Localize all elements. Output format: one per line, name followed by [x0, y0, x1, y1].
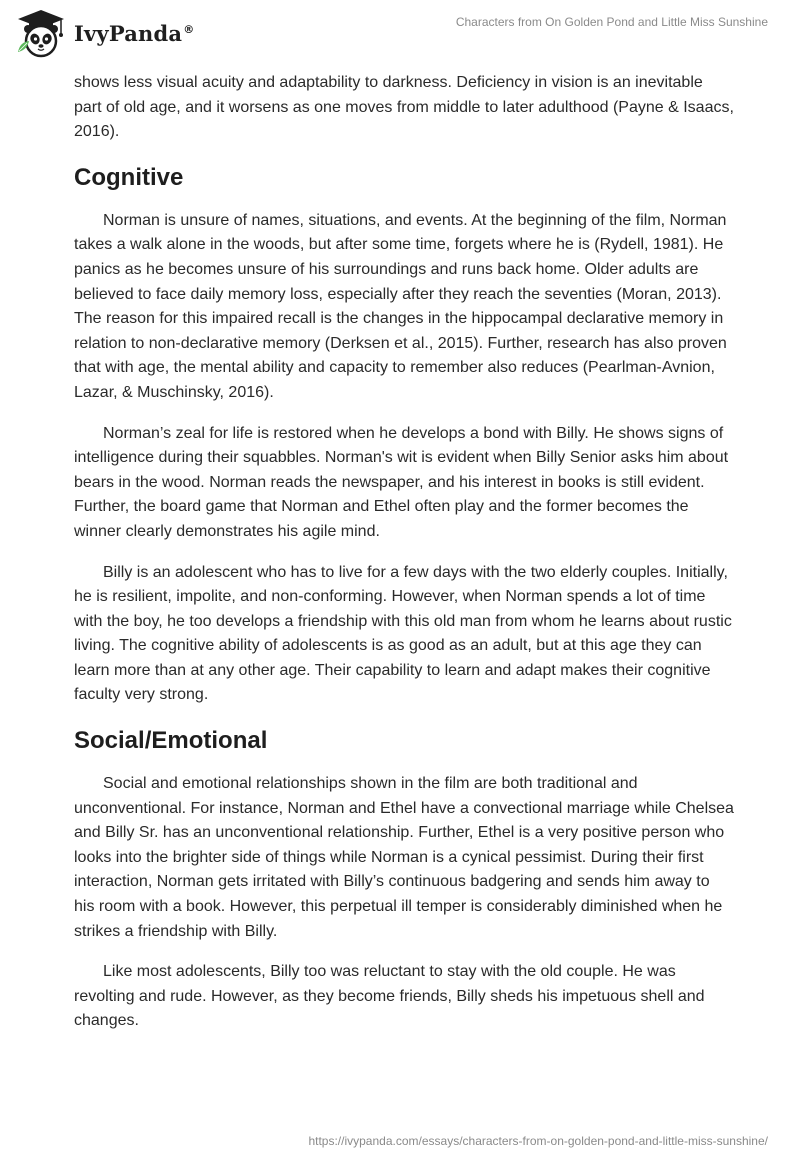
cognitive-paragraph-1: Norman is unsure of names, situations, and events. At the beginning of the film, Norman takes a walk alone in the woods, but after some time, forgets where he is (Rydell, 1981). He panics as he becomes unsure of his surroundings and runs back home. Older adults are believed to face daily memory loss, especially after they reach the seventies (Moran, 2013). The reason for this impaired recall is the changes in the hippocampal declarative memory in relation to non-declarative memory (Derksen et al., 2015). Further, research has also proven that with age, the mental ability and capacity to remember also reduces (Pearlman-Avnion, Lazar, & Muschinsky, 2016).: [74, 211, 727, 401]
source-url[interactable]: https://ivypanda.com/essays/characters-from-on-golden-pond-and-little-miss-sunshine/: [308, 1134, 768, 1148]
panda-graduate-icon: [14, 8, 68, 58]
essay-body: [74, 71, 734, 1034]
brand-name: IvyPanda®: [74, 20, 195, 46]
social-paragraph-2: Like most adolescents, Billy too was reluctant to stay with the old couple. He was revolting and rude. However, as they become friends, Billy sheds his impetuous shell and changes.: [74, 963, 705, 1030]
cognitive-paragraph-2: Norman’s zeal for life is restored when he develops a bond with Billy. He shows signs of intelligence during their squabbles. Norman's wit is evident when Billy Senior asks him about bears in the wood. Norman reads the newspaper, and his interest in books is still evident. Further, the board game that Norman and Ethel often play and the former becomes the winner clearly demonstrates his agile mind.: [74, 424, 729, 540]
document-title: Characters from On Golden Pond and Little Miss Sunshine: [455, 15, 768, 29]
cognitive-paragraph-3: Billy is an adolescent who has to live for a few days with the two elderly couples. Initially, he is resilient, impolite, and non-conforming. However, when Norman spends a lot of time with the boy, he too develops a friendship with this old man from whom he learns about rustic living. The cognitive ability of adolescents is as good as an adult, but at this age they can learn more than at any other age. Their capability to learn and adapt makes their cognitive faculty very strong.: [74, 563, 732, 704]
ivypanda-logo[interactable]: [14, 8, 194, 58]
intro-paragraph: shows less visual acuity and adaptability to darkness. Deficiency in vision is an inevitable part of old age, and it worsens as one moves from middle to later adulthood (Payne & Isaacs, 2016).: [74, 74, 734, 141]
registered-mark: ®: [183, 22, 195, 36]
section-heading-cognitive: Cognitive: [74, 163, 184, 191]
social-paragraph-1: Social and emotional relationships shown in the film are both traditional and unconventional. For instance, Norman and Ethel have a convectional marriage while Chelsea and Billy Sr. has an unconventional relationship. Further, Ethel is a very positive person who looks into the brighter side of things while Norman is a cynical pessimist. During their first interaction, Norman gets irritated with Billy’s continuous badgering and sends him away to his room with a book. However, this perpetual ill temper is considerably diminished when he strikes a friendship with Billy.: [74, 775, 734, 940]
page-header: [0, 0, 800, 62]
section-heading-social-emotional: Social/Emotional: [74, 727, 268, 755]
